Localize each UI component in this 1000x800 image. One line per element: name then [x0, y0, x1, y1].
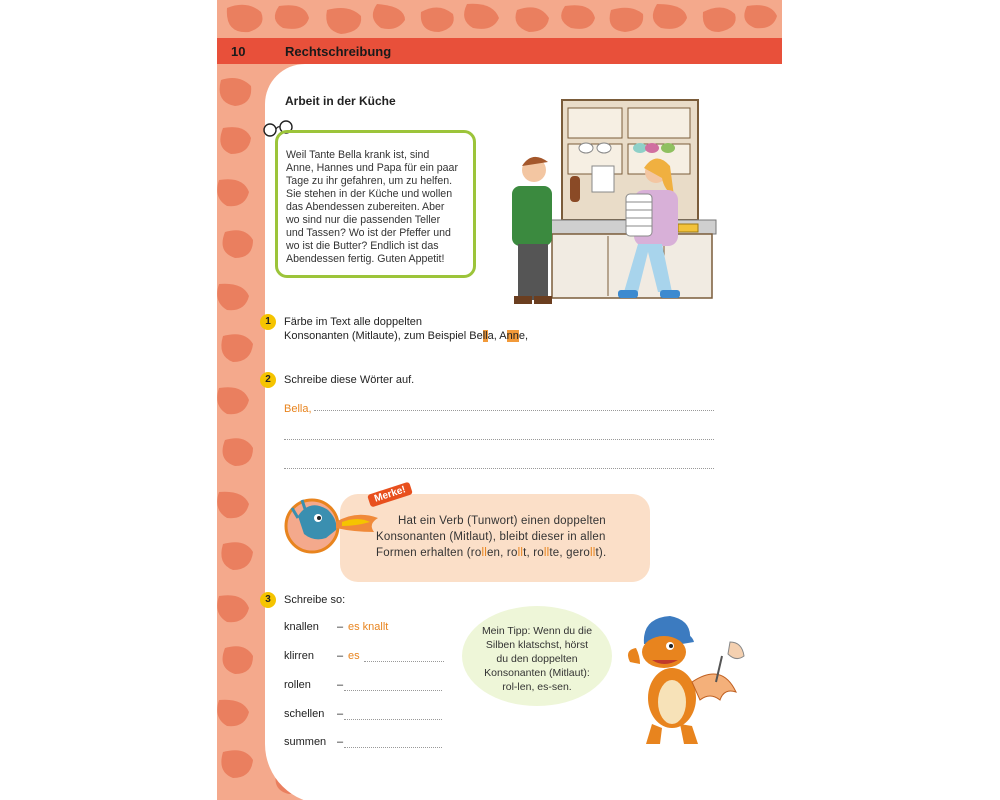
exercise-word: klirren — [284, 650, 314, 662]
tip-line: du den doppelten — [496, 653, 578, 665]
highlighted-double-consonant: ll — [517, 547, 524, 559]
answer-line[interactable] — [284, 468, 714, 469]
merke-text: t). — [595, 547, 607, 559]
answer-line[interactable] — [314, 410, 714, 411]
merke-line — [376, 545, 646, 561]
merke-text: Hat ein Verb (Tunwort) einen doppelten — [398, 515, 606, 527]
tip-line: rol-len, es-sen. — [502, 681, 572, 693]
highlighted-double-consonant: ll — [482, 330, 488, 342]
merke-text: Formen erhalten (ro — [376, 547, 482, 559]
story-line: Tage zu ihr gefahren, um zu helfen. — [286, 175, 453, 187]
exercise-dash: – — [337, 679, 344, 691]
highlighted-double-consonant: nn — [506, 330, 519, 342]
exercise-answer: es — [348, 650, 360, 662]
tip-text — [470, 624, 604, 694]
merke-rule-text — [376, 513, 646, 561]
exercise-word: schellen — [284, 708, 325, 720]
task-3-instruction: Schreibe so: — [284, 594, 346, 606]
story-line: wo sind nur die passenden Teller — [286, 214, 441, 226]
answer-line[interactable] — [284, 439, 714, 440]
answer-line[interactable] — [364, 661, 444, 662]
exercise-dash: – — [337, 621, 344, 633]
merke-text: te, gero — [549, 547, 591, 559]
merke-text: t, ro — [523, 547, 544, 559]
exercise-dash: – — [337, 736, 344, 748]
task-3-badge: 3 — [260, 592, 276, 608]
story-line: Weil Tante Bella krank ist, sind — [286, 149, 430, 161]
answer-line[interactable] — [344, 719, 442, 720]
merke-line: Konsonanten (Mitlaut), bleibt dieser in allen — [376, 531, 606, 543]
page-number: 10 — [231, 44, 246, 59]
answer-line[interactable] — [344, 690, 442, 691]
task-2-instruction: Schreibe diese Wörter auf. — [284, 374, 415, 386]
merke-label: Merke! — [367, 481, 413, 507]
merke-line — [376, 513, 646, 529]
task-1-instruction — [284, 315, 528, 343]
chapter-header-bar — [217, 38, 782, 64]
task-1-text: e, — [518, 330, 529, 342]
task-2-badge: 2 — [260, 372, 276, 388]
exercise-answer: es knallt — [348, 621, 389, 633]
tip-line: Silben klatschst, hörst — [485, 639, 589, 651]
task-2-example: Bella, — [284, 403, 312, 415]
story-line: und Tassen? Wo ist der Pfeffer und — [286, 227, 451, 239]
story-line: Anne, Hannes und Papa für ein paar — [286, 162, 458, 174]
exercise-title: Arbeit in der Küche — [285, 94, 396, 108]
answer-line[interactable] — [344, 747, 442, 748]
merke-text: en, ro — [486, 547, 518, 559]
story-line: wo ist die Butter? Endlich ist das — [286, 240, 439, 252]
task-1-text: Konsonanten (Mitlaute), zum Beispiel Be — [284, 330, 483, 342]
tip-line: Mein Tipp: Wenn du die — [481, 625, 593, 637]
exercise-word: rollen — [284, 679, 311, 691]
chapter-title: Rechtschreibung — [285, 44, 392, 59]
highlighted-double-consonant: ll — [590, 547, 596, 559]
task-1-line-1: Färbe im Text alle doppelten — [284, 316, 422, 328]
highlighted-double-consonant: ll — [543, 547, 550, 559]
tip-line: Konsonanten (Mitlaut): — [484, 667, 590, 679]
exercise-dash: – — [337, 650, 344, 662]
story-line: Sie stehen in der Küche und wollen — [286, 188, 453, 200]
story-line: Abendessen fertig. Guten Appetit! — [286, 253, 445, 265]
dragon-character-icon — [622, 612, 752, 752]
task-1-text: a, A — [487, 330, 507, 342]
highlighted-double-consonant: ll — [481, 547, 487, 559]
exercise-word: knallen — [284, 621, 319, 633]
exercise-word: summen — [284, 736, 327, 748]
exercise-dash: – — [337, 708, 344, 720]
story-text-box — [275, 130, 476, 278]
kitchen-illustration — [500, 98, 720, 313]
task-1-line-2 — [284, 329, 528, 343]
story-line: das Abendessen zubereiten. Aber — [286, 201, 445, 213]
task-1-badge: 1 — [260, 314, 276, 330]
